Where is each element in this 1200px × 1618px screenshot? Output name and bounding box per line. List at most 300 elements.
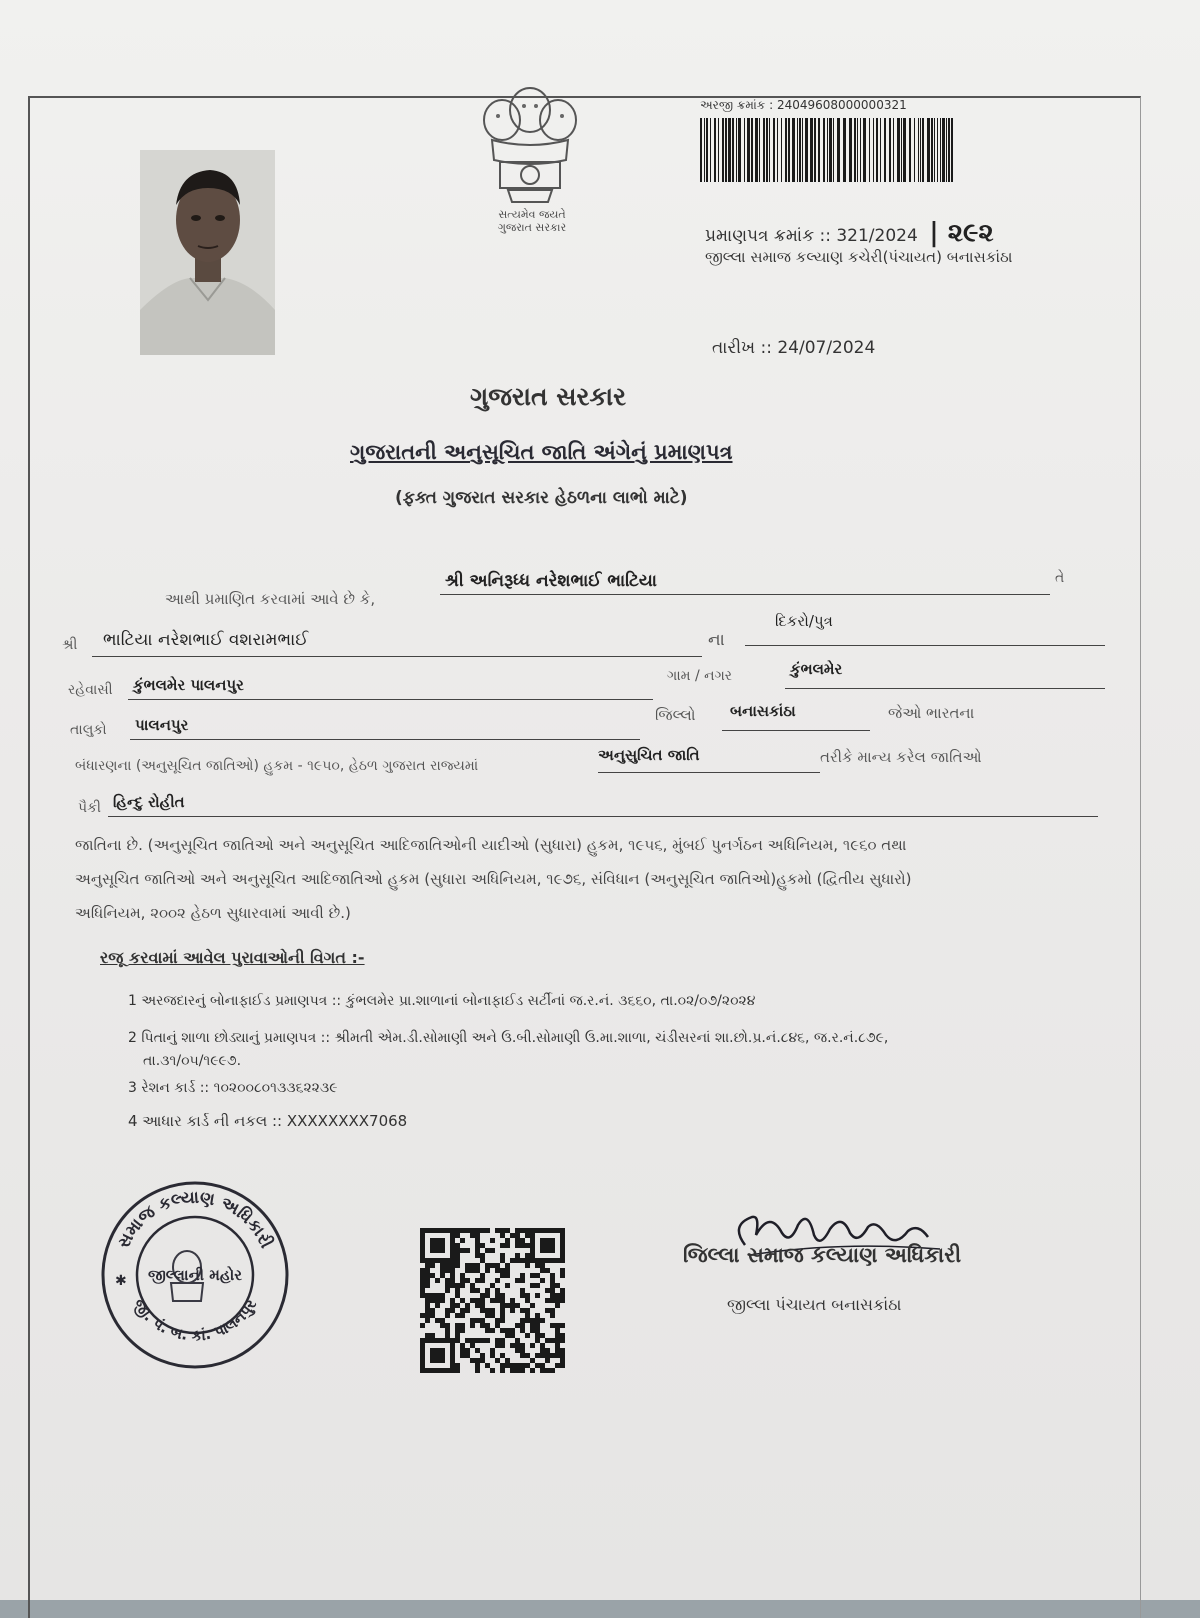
qr-module	[520, 1278, 525, 1283]
qr-module	[450, 1283, 455, 1288]
taluka-line	[130, 739, 640, 740]
certificate-number-label: પ્રમાણપત્ર ક્રમાંક ::	[705, 226, 831, 246]
qr-module	[445, 1368, 450, 1373]
qr-module	[425, 1318, 430, 1323]
qr-module	[420, 1353, 425, 1358]
qr-module	[455, 1368, 460, 1373]
qr-module	[525, 1318, 530, 1323]
qr-module	[445, 1313, 450, 1318]
qr-module	[435, 1238, 440, 1243]
emblem-caption	[470, 208, 594, 234]
qr-module	[485, 1268, 490, 1273]
qr-module	[460, 1283, 465, 1288]
qr-module	[540, 1343, 545, 1348]
qr-module	[425, 1313, 430, 1318]
barcode-bar	[843, 118, 846, 182]
qr-module	[550, 1273, 555, 1278]
qr-module	[470, 1323, 475, 1328]
barcode-bar	[797, 118, 798, 182]
qr-module	[520, 1273, 525, 1278]
qr-module	[480, 1308, 485, 1313]
qr-module	[550, 1293, 555, 1298]
qr-module	[495, 1228, 500, 1233]
qr-module	[540, 1333, 545, 1338]
qr-module	[475, 1338, 480, 1343]
document-item-2: 2 પિતાનું શાળા છોડ્યાનું પ્રમાણપત્ર :: શ્રીમતી એમ.ડી.સોમાણી અને ઉ.બી.સોમાણી ઉ.મા.શાળા, ચંડીસરનાં શા.છો.પ્ર.નં.૮૪૬, જ.ર.નં.૮૭૯,	[128, 1030, 889, 1046]
qr-module	[440, 1243, 445, 1248]
barcode-bar	[725, 118, 727, 182]
barcode-bar	[918, 118, 919, 182]
qr-module	[500, 1273, 505, 1278]
qr-module	[545, 1348, 550, 1353]
qr-module	[460, 1228, 465, 1233]
qr-module	[490, 1238, 495, 1243]
qr-module	[435, 1338, 440, 1343]
qr-module	[500, 1243, 505, 1248]
qr-module	[470, 1358, 475, 1363]
recognized-label: તરીકે માન્ય કરેલ જાતિઓ	[820, 748, 982, 766]
qr-module	[450, 1298, 455, 1303]
qr-module	[490, 1283, 495, 1288]
qr-module	[545, 1358, 550, 1363]
qr-module	[530, 1323, 535, 1328]
barcode-bar	[876, 118, 878, 182]
qr-module	[475, 1298, 480, 1303]
certify-label: આથી પ્રમાણિત કરવામાં આવે છે કે,	[165, 590, 376, 608]
qr-module	[470, 1343, 475, 1348]
qr-module	[465, 1303, 470, 1308]
qr-module	[430, 1353, 435, 1358]
qr-module	[495, 1318, 500, 1323]
qr-module	[445, 1278, 450, 1283]
qr-module	[490, 1368, 495, 1373]
qr-module	[500, 1338, 505, 1343]
qr-module	[515, 1253, 520, 1258]
qr-module	[540, 1248, 545, 1253]
caste-line	[108, 816, 1098, 817]
qr-module	[545, 1298, 550, 1303]
qr-module	[440, 1263, 445, 1268]
barcode-bar	[873, 118, 874, 182]
qr-module	[435, 1248, 440, 1253]
barcode-bar	[901, 118, 902, 182]
qr-module	[480, 1318, 485, 1323]
qr-module	[420, 1233, 425, 1238]
qr-module	[485, 1263, 490, 1268]
qr-module	[535, 1283, 540, 1288]
qr-module	[460, 1298, 465, 1303]
qr-module	[425, 1283, 430, 1288]
qr-module	[555, 1228, 560, 1233]
qr-module	[560, 1243, 565, 1248]
qr-module	[530, 1258, 535, 1263]
date-value: 24/07/2024	[777, 338, 876, 358]
svg-text:સમાજ કલ્યાણ અધિકારી	[114, 1188, 277, 1252]
qr-module	[535, 1273, 540, 1278]
qr-module	[500, 1313, 505, 1318]
qr-module	[440, 1273, 445, 1278]
qr-module	[550, 1313, 555, 1318]
qr-module	[510, 1333, 515, 1338]
qr-module	[455, 1313, 460, 1318]
qr-module	[500, 1328, 505, 1333]
qr-module	[475, 1253, 480, 1258]
qr-module	[485, 1323, 490, 1328]
district-label: જિલ્લો	[655, 706, 696, 724]
qr-module	[495, 1338, 500, 1343]
document-item-4: 4 આધાર કાર્ડ ની નકલ :: XXXXXXXX7068	[128, 1112, 408, 1130]
qr-module	[500, 1298, 505, 1303]
qr-module	[445, 1328, 450, 1333]
qr-module	[455, 1248, 460, 1253]
qr-module	[450, 1238, 455, 1243]
qr-module	[515, 1363, 520, 1368]
document-item-1: 1 અરજદારનું બોનાફાઈડ પ્રમાણપત્ર :: કુંભલમેર પ્રા.શાળાનાં બોનાફાઈડ સર્ટીનાં જ.ર.નં. ૩૬૬૦, તા.૦૨/૦૭/૨૦૨૪	[128, 993, 756, 1009]
qr-module	[545, 1258, 550, 1263]
qr-module	[480, 1303, 485, 1308]
qr-module	[560, 1233, 565, 1238]
qr-module	[450, 1258, 455, 1263]
applicant-photo	[140, 150, 275, 355]
qr-module	[515, 1303, 520, 1308]
barcode-bar	[766, 118, 768, 182]
qr-module	[450, 1248, 455, 1253]
qr-module	[520, 1288, 525, 1293]
qr-module	[435, 1228, 440, 1233]
qr-module	[500, 1343, 505, 1348]
qr-module	[530, 1253, 535, 1258]
qr-module	[445, 1323, 450, 1328]
qr-module	[430, 1238, 435, 1243]
qr-module	[450, 1343, 455, 1348]
barcode-bar	[738, 118, 741, 182]
qr-module	[545, 1238, 550, 1243]
qr-module	[470, 1268, 475, 1273]
qr-module	[520, 1293, 525, 1298]
qr-module	[480, 1353, 485, 1358]
qr-module	[525, 1313, 530, 1318]
applicant-name: શ્રી અનિરૂધ્ધ નરેશભાઈ ભાટિયા	[445, 571, 657, 591]
barcode-bar	[799, 118, 801, 182]
barcode-bar	[710, 118, 711, 182]
qr-module	[560, 1273, 565, 1278]
qr-module	[485, 1293, 490, 1298]
qr-module	[420, 1293, 425, 1298]
certificate-title: ગુજરાતની અનુસૂચિત જાતિ અંગેનું પ્રમાણપત્ર	[350, 440, 733, 464]
qr-module	[435, 1278, 440, 1283]
qr-module	[500, 1293, 505, 1298]
qr-module	[460, 1348, 465, 1353]
qr-module	[475, 1268, 480, 1273]
qr-module	[555, 1328, 560, 1333]
qr-module	[555, 1353, 560, 1358]
barcode-bar	[860, 118, 861, 182]
qr-module	[445, 1228, 450, 1233]
qr-module	[420, 1313, 425, 1318]
qr-module	[560, 1238, 565, 1243]
qr-module	[430, 1348, 435, 1353]
qr-module	[445, 1258, 450, 1263]
qr-module	[420, 1243, 425, 1248]
qr-module	[550, 1288, 555, 1293]
barcode-bar	[889, 118, 891, 182]
qr-module	[540, 1353, 545, 1358]
qr-module	[540, 1268, 545, 1273]
qr-module	[420, 1323, 425, 1328]
qr-module	[485, 1363, 490, 1368]
barcode-bar	[714, 118, 716, 182]
qr-module	[500, 1353, 505, 1358]
barcode-bar	[732, 118, 734, 182]
qr-module	[555, 1258, 560, 1263]
qr-module	[425, 1273, 430, 1278]
residence-line	[128, 699, 653, 700]
qr-module	[430, 1293, 435, 1298]
qr-module	[475, 1288, 480, 1293]
qr-module	[435, 1348, 440, 1353]
qr-module	[510, 1363, 515, 1368]
applicant-name-line	[440, 594, 1050, 595]
qr-module	[460, 1273, 465, 1278]
qr-module	[450, 1243, 455, 1248]
barcode-bar	[718, 118, 719, 182]
qr-module	[550, 1353, 555, 1358]
qr-module	[550, 1228, 555, 1233]
qr-module	[510, 1308, 515, 1313]
qr-module	[455, 1338, 460, 1343]
qr-module	[470, 1288, 475, 1293]
barcode-bar	[751, 118, 753, 182]
qr-module	[455, 1288, 460, 1293]
qr-module	[430, 1368, 435, 1373]
qr-module	[505, 1238, 510, 1243]
qr-module	[460, 1238, 465, 1243]
officer-title: જિલ્લા સમાજ કલ્યાણ અધિકારી	[683, 1243, 962, 1267]
qr-module	[525, 1243, 530, 1248]
qr-module	[505, 1303, 510, 1308]
qr-module	[560, 1258, 565, 1263]
qr-module	[475, 1303, 480, 1308]
qr-module	[540, 1363, 545, 1368]
qr-module	[430, 1228, 435, 1233]
barcode-bar	[728, 118, 731, 182]
qr-module	[455, 1258, 460, 1263]
qr-module	[540, 1278, 545, 1283]
qr-code	[420, 1228, 565, 1373]
qr-module	[490, 1298, 495, 1303]
qr-module	[555, 1348, 560, 1353]
qr-module	[465, 1268, 470, 1273]
qr-module	[490, 1248, 495, 1253]
qr-module	[540, 1238, 545, 1243]
qr-module	[440, 1368, 445, 1373]
qr-module	[445, 1268, 450, 1273]
barcode-bar	[920, 118, 921, 182]
qr-module	[530, 1283, 535, 1288]
qr-module	[460, 1328, 465, 1333]
qr-module	[515, 1243, 520, 1248]
qr-module	[495, 1358, 500, 1363]
qr-module	[465, 1353, 470, 1358]
barcode-bar	[736, 118, 737, 182]
qr-module	[525, 1363, 530, 1368]
qr-module	[560, 1338, 565, 1343]
qr-module	[450, 1228, 455, 1233]
barcode-bar	[909, 118, 911, 182]
qr-module	[420, 1228, 425, 1233]
qr-module	[505, 1268, 510, 1273]
qr-module	[560, 1253, 565, 1258]
qr-module	[440, 1318, 445, 1323]
qr-module	[495, 1298, 500, 1303]
qr-module	[550, 1238, 555, 1243]
qr-module	[455, 1243, 460, 1248]
qr-module	[505, 1273, 510, 1278]
qr-module	[555, 1343, 560, 1348]
qr-module	[510, 1233, 515, 1238]
qr-module	[525, 1308, 530, 1313]
qr-module	[455, 1263, 460, 1268]
qr-module	[425, 1333, 430, 1338]
na-label: ના	[708, 630, 725, 650]
qr-module	[520, 1363, 525, 1368]
qr-module	[455, 1233, 460, 1238]
qr-module	[440, 1268, 445, 1273]
barcode-bar	[884, 118, 886, 182]
qr-module	[560, 1288, 565, 1293]
qr-module	[450, 1303, 455, 1308]
barcode-bar	[903, 118, 906, 182]
qr-module	[445, 1333, 450, 1338]
relation-line	[745, 645, 1105, 646]
qr-module	[545, 1248, 550, 1253]
qr-module	[555, 1293, 560, 1298]
qr-module	[425, 1308, 430, 1313]
qr-module	[430, 1298, 435, 1303]
category-line	[598, 772, 820, 773]
qr-module	[500, 1368, 505, 1373]
qr-module	[490, 1348, 495, 1353]
qr-module	[420, 1283, 425, 1288]
qr-module	[560, 1353, 565, 1358]
caste: હિન્દુ રોહીત	[113, 793, 185, 811]
qr-module	[440, 1353, 445, 1358]
qr-module	[420, 1248, 425, 1253]
qr-module	[475, 1348, 480, 1353]
qr-module	[500, 1303, 505, 1308]
qr-module	[420, 1253, 425, 1258]
qr-module	[535, 1338, 540, 1343]
qr-module	[430, 1273, 435, 1278]
qr-module	[425, 1278, 430, 1283]
qr-module	[475, 1243, 480, 1248]
qr-module	[450, 1363, 455, 1368]
shri-label: શ્રી	[62, 637, 78, 653]
qr-module	[425, 1228, 430, 1233]
certificate-subtitle: (ફક્ત ગુજરાત સરકાર હેઠળના લાભો માટે)	[395, 488, 688, 508]
qr-module	[425, 1258, 430, 1263]
qr-module	[490, 1308, 495, 1313]
qr-module	[475, 1278, 480, 1283]
qr-module	[540, 1348, 545, 1353]
qr-module	[465, 1348, 470, 1353]
barcode-bar	[829, 118, 832, 182]
qr-module	[430, 1243, 435, 1248]
qr-module	[510, 1328, 515, 1333]
qr-module	[515, 1258, 520, 1263]
qr-module	[445, 1288, 450, 1293]
qr-module	[505, 1328, 510, 1333]
barcode-bar	[814, 118, 816, 182]
qr-module	[560, 1228, 565, 1233]
qr-module	[505, 1363, 510, 1368]
qr-module	[485, 1313, 490, 1318]
qr-module	[550, 1308, 555, 1313]
qr-module	[550, 1283, 555, 1288]
qr-module	[515, 1278, 520, 1283]
qr-module	[440, 1228, 445, 1233]
qr-module	[530, 1233, 535, 1238]
qr-module	[455, 1363, 460, 1368]
qr-module	[420, 1273, 425, 1278]
relation: દિકરો/પુત્ર	[775, 612, 833, 630]
barcode-bar	[937, 118, 938, 182]
barcode-bar	[931, 118, 933, 182]
qr-module	[530, 1303, 535, 1308]
qr-module	[480, 1273, 485, 1278]
taluka: પાલનપુર	[135, 716, 189, 734]
qr-module	[540, 1263, 545, 1268]
legal-paragraph	[75, 828, 1085, 930]
qr-module	[435, 1318, 440, 1323]
qr-module	[430, 1258, 435, 1263]
qr-module	[480, 1323, 485, 1328]
qr-module	[535, 1263, 540, 1268]
qr-module	[555, 1333, 560, 1338]
qr-module	[505, 1283, 510, 1288]
qr-module	[515, 1323, 520, 1328]
qr-module	[480, 1278, 485, 1283]
qr-module	[460, 1278, 465, 1283]
qr-module	[555, 1303, 560, 1308]
barcode-bar	[810, 118, 813, 182]
qr-module	[525, 1298, 530, 1303]
qr-module	[430, 1358, 435, 1363]
qr-module	[485, 1228, 490, 1233]
qr-module	[555, 1283, 560, 1288]
qr-module	[525, 1293, 530, 1298]
qr-module	[535, 1328, 540, 1333]
qr-module	[545, 1228, 550, 1233]
qr-module	[500, 1258, 505, 1263]
qr-module	[495, 1263, 500, 1268]
barcode-bar	[897, 118, 900, 182]
document-item-3: 3 રેશન કાર્ડ :: ૧૦૨૦૦૮૦૧૩૩૬૨૨૩૯	[128, 1080, 338, 1096]
qr-module	[535, 1313, 540, 1318]
barcode-bar	[722, 118, 724, 182]
qr-module	[420, 1238, 425, 1243]
qr-module	[535, 1228, 540, 1233]
qr-module	[560, 1323, 565, 1328]
qr-module	[450, 1268, 455, 1273]
resident-label: રહેવાસી	[68, 682, 113, 698]
residence: કુંભલમેર પાલનપુર	[133, 676, 244, 694]
qr-module	[495, 1288, 500, 1293]
qr-module	[540, 1368, 545, 1373]
date-label: તારીખ ::	[712, 338, 772, 358]
qr-module	[550, 1248, 555, 1253]
qr-module	[460, 1313, 465, 1318]
